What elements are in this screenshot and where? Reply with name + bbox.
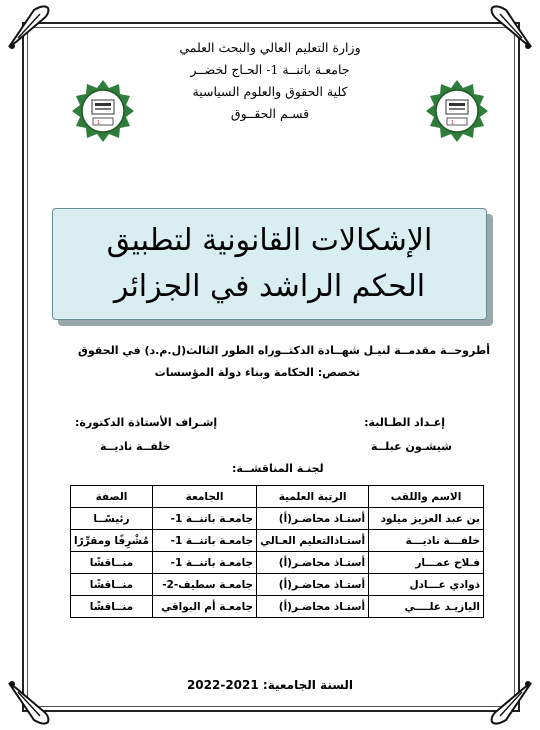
member-university: جامعـة باتنــة 1- [152,508,256,530]
prepared-by-name: شيشـون عبلــة [370,440,452,453]
academic-year-value: 2022-2021 [186,678,259,692]
thesis-title-line-1: الإشكالات القانونية لتطبيق [106,223,433,258]
department-line: قسـم الحقــوق [230,106,310,121]
committee-header-row [71,486,484,508]
member-role: منــاقشًا [71,596,153,618]
table-row [71,530,484,552]
svg-text:1: 1 [97,120,101,126]
supervisor-label: إشـراف الأستاذة الدكتورة: [75,416,218,429]
table-row [71,508,484,530]
member-role: منــاقشًا [71,552,153,574]
university-seal-icon [424,78,490,144]
member-name: ذوادي عـــادل [369,574,484,596]
column-header: الاسم واللقب [369,486,484,508]
member-role: مُشْرِفًا ومقرِّرًا [71,530,153,552]
member-rank: أستـاذ محاضـر(أ) [257,552,369,574]
member-role: رئيسًــا [71,508,153,530]
prepared-by-label: إعـداد الطـالبة: [364,416,445,429]
thesis-title-line-2: الحكم الراشد في الجزائر [113,269,426,304]
member-name: بن عبد العزيز ميلود [369,508,484,530]
member-name: فـلاح عمـــار [369,552,484,574]
member-name: خلفـــة ناديـــة [369,530,484,552]
member-university: جامعـة باتنــة 1- [152,552,256,574]
member-rank: أستـاذالتعليم العـالي [257,530,369,552]
academic-year-label: السنة الجامعية: [262,678,354,692]
university-seal-icon [70,78,136,144]
academic-year [0,678,540,692]
column-header: الصفة [71,486,153,508]
ministry-line: وزارة التعليم العالي والبحث العلمي [179,40,361,55]
column-header: الرتبة العلمية [257,486,369,508]
member-university: جامعـة سطيف-2- [152,574,256,596]
member-rank: أستـاذ محاضـر(أ) [257,596,369,618]
member-name: اليازيـد علــــي [369,596,484,618]
faculty-line: كلية الحقوق والعلوم السياسية [192,84,348,99]
table-row [71,552,484,574]
thesis-description: أطروحــة مقدمــة لنيـل شهــادة الدكتــوراه الطور الثالث(ل.م.د) في الحقوق [78,344,490,357]
table-row [71,574,484,596]
member-university: جامعـة أم البواقي [152,596,256,618]
column-header: الجامعة [152,486,256,508]
committee-table [70,485,484,618]
member-role: منــاقشًا [71,574,153,596]
table-row [71,596,484,618]
thesis-title-box [52,208,487,320]
university-line: جامعـة باتنــة 1- الحـاج لخضــر [190,62,350,77]
supervisor-name: خلفــة ناديــة [100,440,171,453]
member-rank: أستـاذ محاضـر(أ) [257,574,369,596]
member-university: جامعـة باتنــة 1- [152,530,256,552]
svg-text:1: 1 [451,120,455,126]
member-rank: أستـاذ محاضـر(أ) [257,508,369,530]
thesis-specialty: تخصص: الحكامة وبناء دولة المؤسسات [154,366,360,379]
committee-heading: لجنـة المناقشــة: [232,462,324,475]
